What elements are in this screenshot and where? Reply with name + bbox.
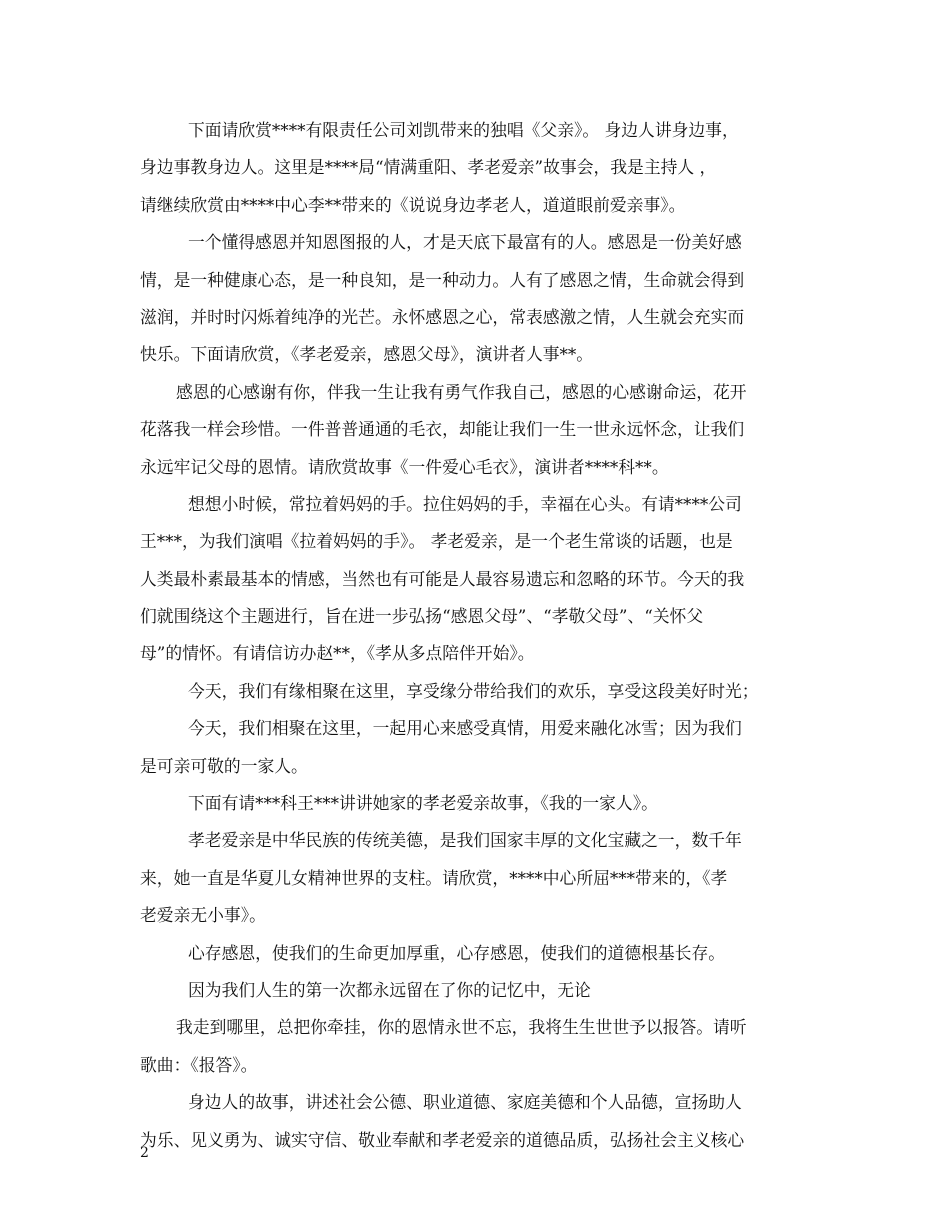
body-text — [140, 112, 812, 1159]
text-line: 孝老爱亲是中华民族的传统美德，是我们国家丰厚的文化宝藏之一，数千年 — [188, 830, 742, 851]
text-line: 请继续欣赏由****中心李**带来的《说说身边孝老人，道道眼前爱亲事》。 — [140, 194, 686, 215]
page-number: 2 — [140, 1145, 149, 1161]
text-line: 歌曲：《报答》。 — [140, 1054, 258, 1075]
text-line: 情，是一种健康心态，是一种良知，是一种动力。人有了感恩之情，生命就会得到 — [140, 269, 745, 290]
text-line: 是可亲可敬的一家人。 — [140, 755, 308, 776]
text-line: 我走到哪里，总把你牵挂，你的恩情永世不忘，我将生生世世予以报答。请听 — [176, 1017, 747, 1038]
text-line: 来，她一直是华夏儿女精神世界的支柱。请欣赏，****中心所屈***带来的，《孝 — [140, 867, 728, 888]
text-line: 感恩的心感谢有你，伴我一生让我有勇气作我自己，感恩的心感谢命运，花开 — [176, 381, 747, 402]
text-line: 老爱亲无小事》。 — [140, 905, 266, 926]
text-line: 们就围绕这个主题进行，旨在进一步弘扬“感恩父母”、“孝敬父母”、“关怀父 — [140, 606, 704, 627]
text-line: 母”的情怀。有请信访办赵**，《孝从多点陪伴开始》。 — [140, 643, 535, 664]
text-line: 滋润，并时时闪烁着纯净的光芒。永怀感恩之心，常表感激之情，人生就会充实而 — [140, 306, 745, 327]
text-line: 想想小时候，常拉着妈妈的手。拉住妈妈的手，幸福在心头。有请****公司 — [188, 493, 742, 514]
text-line: 今天，我们有缘相聚在这里，享受缘分带给我们的欢乐，享受这段美好时光； — [188, 680, 759, 701]
text-line: 一个懂得感恩并知恩图报的人，才是天底下最富有的人。感恩是一份美好感 — [188, 232, 742, 253]
text-line: 花落我一样会珍惜。一件普普通通的毛衣，却能让我们一生一世永远怀念，让我们 — [140, 419, 745, 440]
text-line: 心存感恩，使我们的生命更加厚重，心存感恩，使我们的道德根基长存。 — [188, 942, 726, 963]
text-line: 永远牢记父母的恩情。请欣赏故事《一件爱心毛衣》，演讲者****科**。 — [140, 456, 669, 477]
text-line: 下面请欣赏****有限责任公司刘凯带来的独唱《父亲》。 身边人讲身边事， — [188, 120, 739, 140]
text-line: 王***，为我们演唱《拉着妈妈的手》。 孝老爱亲，是一个老生常谈的话题，也是 — [140, 531, 733, 552]
text-line: 人类最朴素最基本的情感，当然也有可能是人最容易遗忘和忽略的环节。今天的我 — [140, 568, 745, 589]
text-line: 身边事教身边人。这里是****局“情满重阳、孝老爱亲”故事会，我是主持人 ， — [140, 157, 717, 178]
text-line: 今天，我们相聚在这里，一起用心来感受真情，用爱来融化冰雪；因为我们 — [188, 718, 742, 739]
text-line: 为乐、见义勇为、诚实守信、敬业奉献和孝老爱亲的道德品质，弘扬社会主义核心 — [140, 1129, 745, 1150]
text-line: 快乐。下面请欣赏，《孝老爱亲，感恩父母》，演讲者人事**。 — [140, 344, 594, 365]
text-line: 下面有请***科王***讲讲她家的孝老爱亲故事，《我的一家人》。 — [188, 793, 658, 814]
text-line: 因为我们人生的第一次都永远留在了你的记忆中，无论 — [188, 979, 591, 1000]
text-line: 身边人的故事，讲述社会公德、职业道德、家庭美德和个人品德，宣扬助人 — [188, 1092, 742, 1113]
